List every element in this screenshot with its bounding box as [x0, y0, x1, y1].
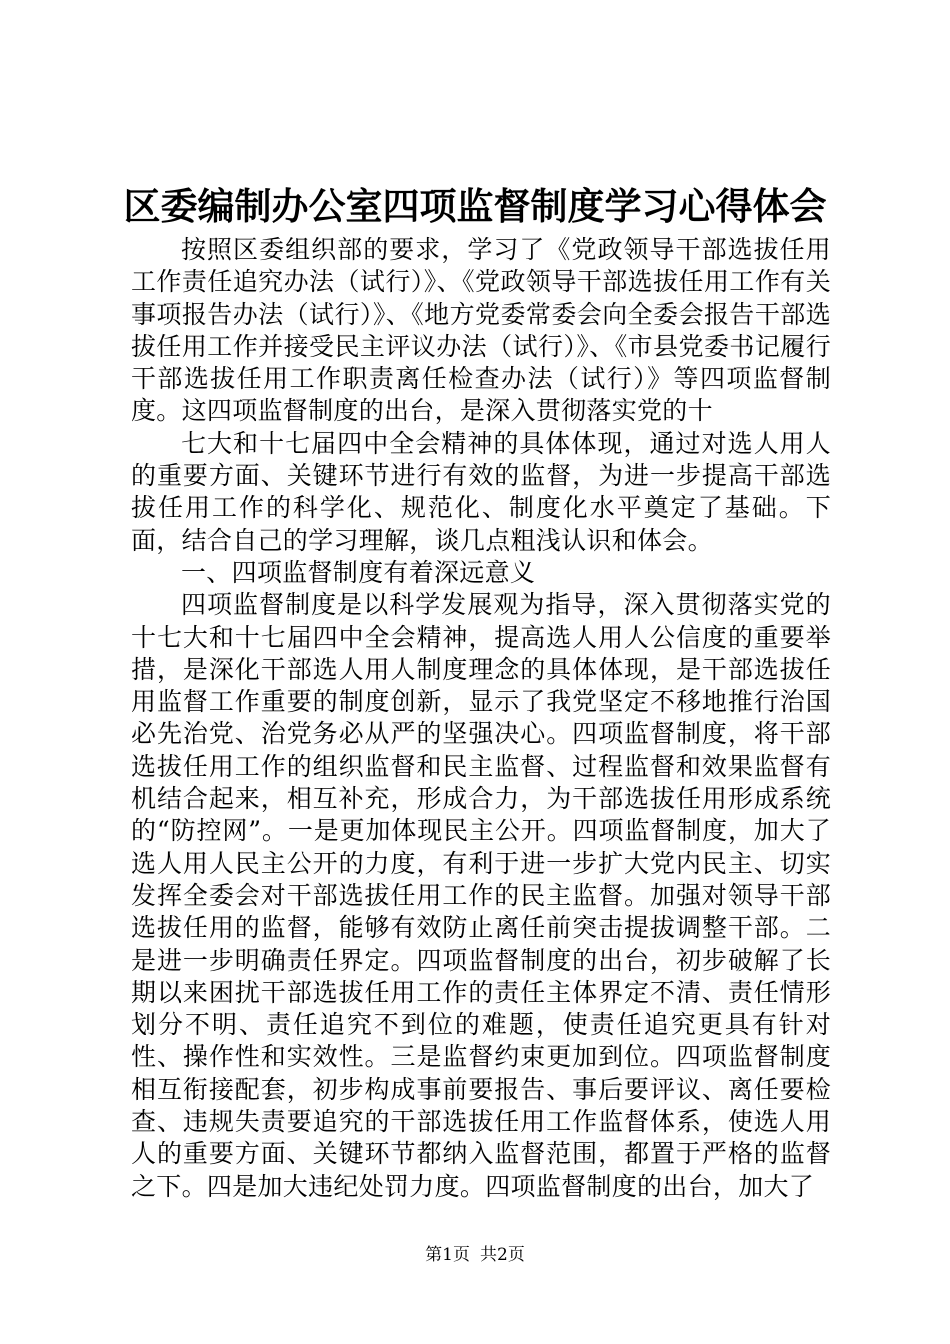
- paragraph-intro: 按照区委组织部的要求，学习了《党政领导干部选拔任用工作责任追究办法（试行）》、《党政领导干部选拔任用工作有关事项报告办法（试行）》、《地方党委常委会向全委会报告干部选拔任用工作并接受民主评议办法（试行）》、《市县党委书记履行干部选拔任用工作职责离任检查办法（试行）》等四项监督制度。这四项监督制度的出台，是深入贯彻落实党的十: [131, 235, 831, 426]
- section-heading: 一、四项监督制度有着深远意义: [181, 557, 536, 587]
- document-body: [131, 234, 831, 1203]
- page-number: 第1页: [425, 1245, 470, 1265]
- page-total: 共2页: [480, 1245, 525, 1265]
- page-footer: [0, 1243, 950, 1267]
- paragraph-section-one: 四项监督制度是以科学发展观为指导，深入贯彻落实党的十七大和十七届四中全会精神，提高选人用人公信度的重要举措，是深化干部选人用人制度理念的具体体现，是干部选拔任用监督工作重要的制度创新，显示了我党坚定不移地推行治国必先治党、治党务必从严的坚强决心。四项监督制度，将干部选拔任用工作的组织监督和民主监督、过程监督和效果监督有机结合起来，相互补充，形成合力，为干部选拔任用形成系统的“防控网”。一是更加体现民主公开。四项监督制度，加大了选人用人民主公开的力度，有利于进一步扩大党内民主、切实发挥全委会对干部选拔任用工作的民主监督。加强对领导干部选拔任用的监督，能够有效防止离任前突击提拔调整干部。二是进一步明确责任界定。四项监督制度的出台，初步破解了长期以来困扰干部选拔任用工作的责任主体界定不清、责任情形划分不明、责任追究不到位的难题，使责任追究更具有针对性、操作性和实效性。三是监督约束更加到位。四项监督制度相互衔接配套，初步构成事前要报告、事后要评议、离任要检查、违规失责要追究的干部选拔任用工作监督体系，使选人用人的重要方面、关键环节都纳入监督范围，都置于严格的监督之下。四是加大违纪处罚力度。四项监督制度的出台，加大了: [131, 590, 831, 1201]
- document-title: 区委编制办公室四项监督制度学习心得体会: [123, 184, 827, 228]
- paragraph-continuation: 七大和十七届四中全会精神的具体体现，通过对选人用人的重要方面、关键环节进行有效的监督，为进一步提高干部选拔任用工作的科学化、规范化、制度化水平奠定了基础。下面，结合自己的学习理解，谈几点粗浅认识和体会。: [131, 428, 831, 555]
